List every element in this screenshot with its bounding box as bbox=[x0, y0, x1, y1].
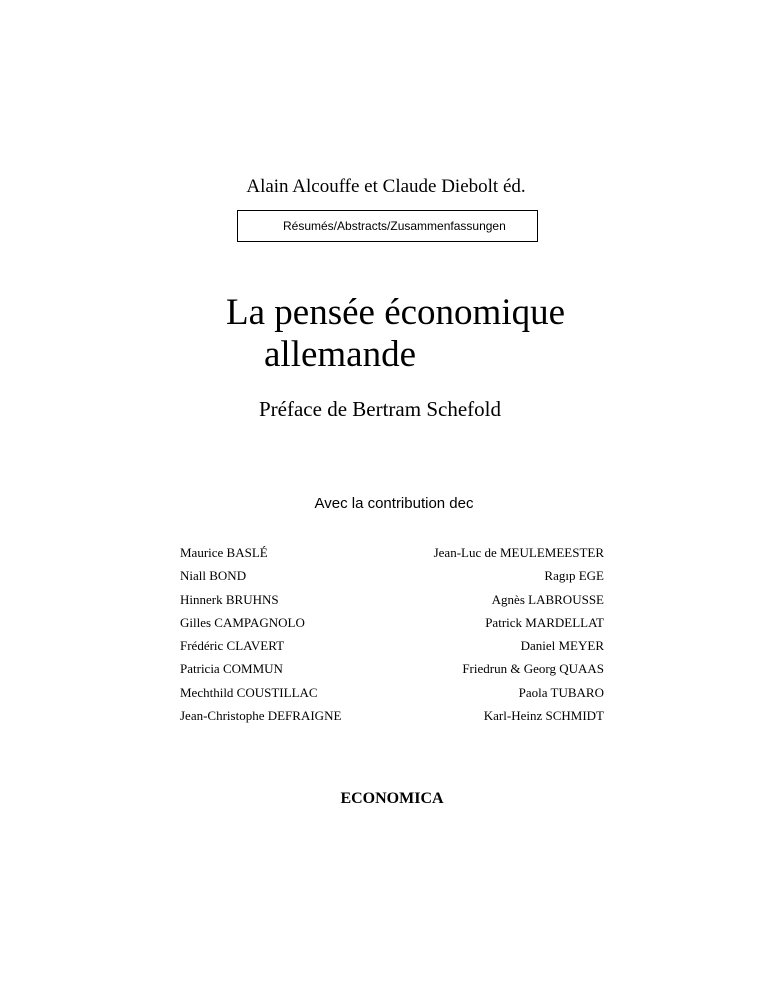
book-title bbox=[226, 292, 565, 376]
contributor-row bbox=[180, 592, 604, 615]
contributor-row bbox=[180, 545, 604, 568]
contributor-row bbox=[180, 708, 604, 731]
contributors-heading: Avec la contribution dec bbox=[314, 495, 474, 512]
contributor-right: Daniel MEYER bbox=[520, 638, 604, 654]
contributor-left: Hinnerk BRUHNS bbox=[180, 591, 279, 607]
contributor-right: Agnès LABROUSSE bbox=[491, 591, 604, 607]
contributor-right: Karl-Heinz SCHMIDT bbox=[483, 708, 604, 724]
contributor-left: Frédéric CLAVERT bbox=[180, 638, 285, 654]
contributor-row bbox=[180, 685, 604, 708]
contributors-list bbox=[180, 545, 604, 731]
contributor-right: Ragıp EGE bbox=[544, 568, 604, 584]
contributor-row bbox=[180, 568, 604, 591]
contributor-left: Patricia COMMUN bbox=[180, 661, 283, 677]
contributor-right: Patrick MARDELLAT bbox=[485, 614, 604, 630]
contributor-row bbox=[180, 661, 604, 684]
contributor-left: Gilles CAMPAGNOLO bbox=[180, 614, 305, 630]
contributor-left: Niall BOND bbox=[180, 568, 247, 584]
contributor-left: Maurice BASLÉ bbox=[180, 545, 268, 560]
editors-line: Alain Alcouffe et Claude Diebolt éd. bbox=[246, 176, 526, 197]
title-line-1: La pensée économique bbox=[226, 292, 566, 333]
contributor-left: Mechthild COUSTILLAC bbox=[180, 684, 318, 700]
contributor-row bbox=[180, 638, 604, 661]
title-line-2: allemande bbox=[264, 334, 417, 375]
contributor-row bbox=[180, 615, 604, 638]
abstracts-box: Résumés/Abstracts/Zusammenfassungen bbox=[237, 210, 538, 242]
contributor-left: Jean-Christophe DEFRAIGNE bbox=[180, 708, 342, 724]
contributor-right: Paola TUBARO bbox=[518, 684, 604, 700]
contributor-right: Jean-Luc de MEULEMEESTER bbox=[433, 545, 604, 560]
preface-line: Préface de Bertram Schefold bbox=[259, 397, 501, 421]
contributor-right: Friedrun & Georg QUAAS bbox=[462, 661, 604, 677]
publisher-name: ECONOMICA bbox=[340, 790, 444, 807]
